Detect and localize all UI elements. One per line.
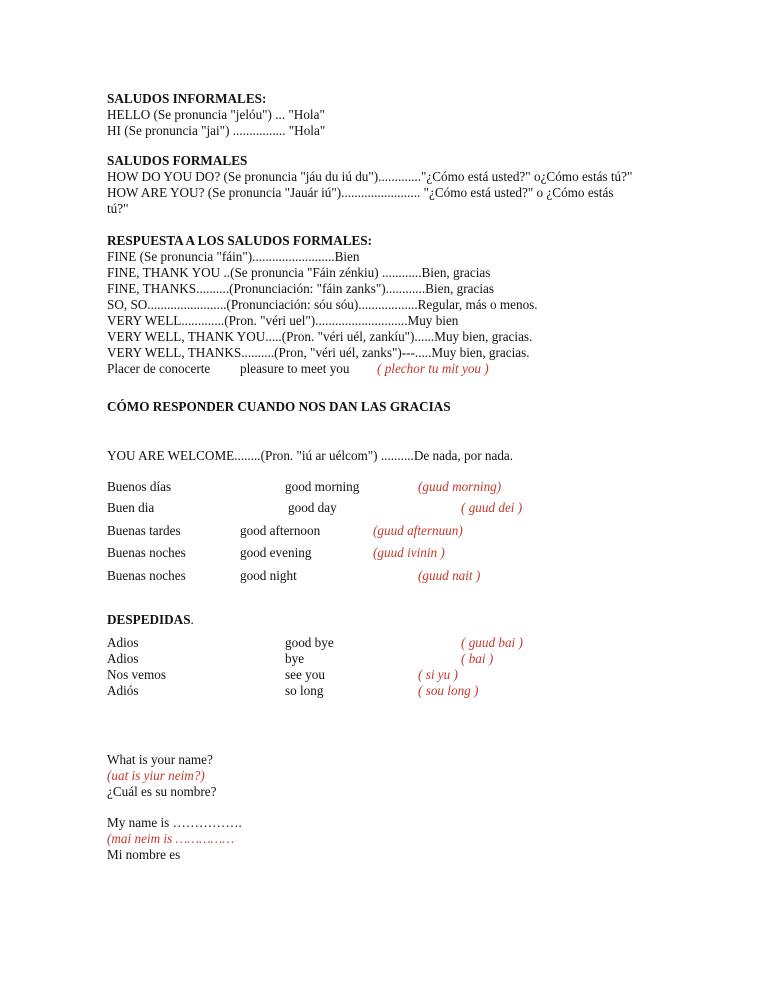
placer-pronunciation: ( plechor tu mit you ) <box>377 361 489 376</box>
saludo-es: Buen dia <box>107 500 155 515</box>
despedida-pron: ( guud bai ) <box>461 635 523 650</box>
respuesta-line: VERY WELL, THANKS..........(Pron, "véri uél, zanks")---.....Muy bien, gracias. <box>107 345 530 360</box>
heading-respuesta: RESPUESTA A LOS SALUDOS FORMALES: <box>107 233 373 248</box>
how-do-you-do-line: HOW DO YOU DO? (Se pronuncia "jáu du iú du")............."¿Cómo está usted?" o¿Cómo estás tú?" <box>107 169 633 184</box>
respuesta-line: FINE (Se pronuncia "fáin").........................Bien <box>107 249 360 264</box>
saludo-pron: (guud morning) <box>418 479 502 494</box>
saludo-pron: (guud nait ) <box>418 568 481 583</box>
placer-spanish: Placer de conocerte <box>107 361 211 376</box>
how-are-you-line-cont: tú?" <box>107 201 129 216</box>
you-are-welcome-line: YOU ARE WELCOME........(Pron. "iú ar uélcom") ..........De nada, por nada. <box>107 448 514 463</box>
despedida-en: so long <box>285 683 324 698</box>
heading-gracias: CÓMO RESPONDER CUANDO NOS DAN LAS GRACIAS <box>107 399 451 414</box>
how-are-you-line: HOW ARE YOU? (Se pronuncia "Jauár iú")........................ "¿Cómo está usted?" o ¿Cómo estás <box>107 185 614 200</box>
name-answer-pron: (mai neim is …………… <box>107 831 235 846</box>
despedida-es: Adios <box>107 635 139 650</box>
heading-despedidas-period: . <box>190 612 194 627</box>
despedida-es: Adiós <box>107 683 139 698</box>
saludo-en: good day <box>288 500 337 515</box>
name-answer-es: Mi nombre es <box>107 847 181 862</box>
saludo-en: good evening <box>240 545 312 560</box>
saludo-es: Buenos días <box>107 479 172 494</box>
hi-line: HI (Se pronuncia "jai") ................ "Hola" <box>107 123 326 138</box>
despedida-pron: ( si yu ) <box>418 667 458 682</box>
saludo-pron: (guud afternuun) <box>373 523 463 538</box>
saludo-en: good morning <box>285 479 360 494</box>
heading-despedidas-wrap <box>107 612 194 628</box>
respuesta-line: SO, SO........................(Pronunciación: sóu sóu)..................Regular, más o menos. <box>107 297 538 312</box>
despedida-pron: ( bai ) <box>461 651 494 666</box>
respuesta-line: VERY WELL.............(Pron. "véri uel")............................Muy bien <box>107 313 459 328</box>
name-question-pron: (uat is yiur neim?) <box>107 768 205 783</box>
despedida-en: good bye <box>285 635 334 650</box>
saludo-en: good night <box>240 568 297 583</box>
heading-despedidas: DESPEDIDAS <box>107 612 191 627</box>
respuesta-line: FINE, THANK YOU ..(Se pronuncia "Fáin zénkiu) ............Bien, gracias <box>107 265 491 280</box>
saludo-es: Buenas noches <box>107 568 186 583</box>
despedida-es: Adios <box>107 651 139 666</box>
heading-saludos-informales: SALUDOS INFORMALES: <box>107 91 267 106</box>
respuesta-line: FINE, THANKS..........(Pronunciación: "fáin zanks")............Bien, gracias <box>107 281 495 296</box>
saludo-pron: (guud ivinin ) <box>373 545 445 560</box>
respuesta-line: VERY WELL, THANK YOU.....(Pron. "véri uél, zankíu")......Muy bien, gracias. <box>107 329 533 344</box>
despedida-pron: ( sou long ) <box>418 683 479 698</box>
despedida-en: see you <box>285 667 325 682</box>
placer-english: pleasure to meet you <box>240 361 350 376</box>
name-question-en: What is your name? <box>107 752 213 767</box>
hello-line: HELLO (Se pronuncia "jelóu") ... "Hola" <box>107 107 325 122</box>
name-answer-en: My name is ……………. <box>107 815 242 830</box>
saludo-es: Buenas noches <box>107 545 186 560</box>
saludo-pron: ( guud dei ) <box>461 500 523 515</box>
despedida-es: Nos vemos <box>107 667 166 682</box>
heading-saludos-formales: SALUDOS FORMALES <box>107 153 248 168</box>
saludo-en: good afternoon <box>240 523 321 538</box>
saludo-es: Buenas tardes <box>107 523 181 538</box>
name-question-es: ¿Cuál es su nombre? <box>107 784 217 799</box>
despedida-en: bye <box>285 651 305 666</box>
